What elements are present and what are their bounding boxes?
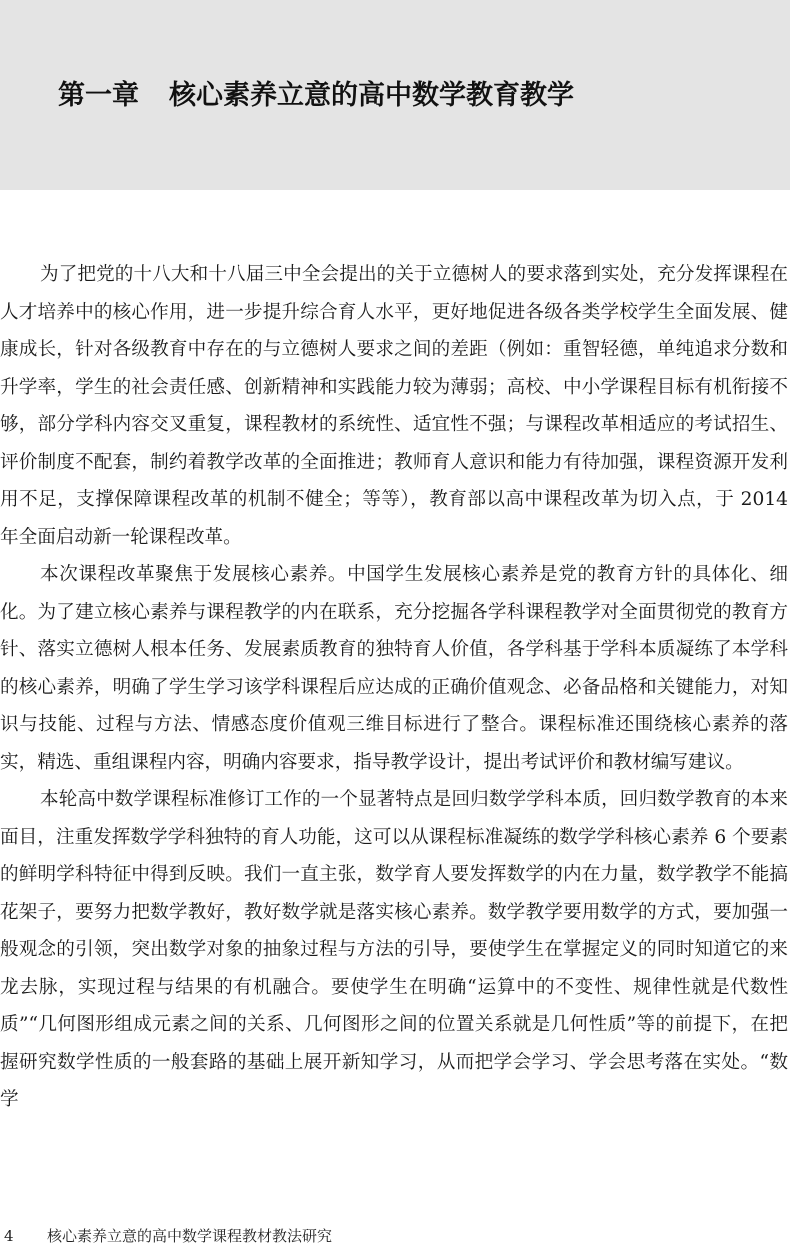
chapter-title <box>58 76 574 116</box>
chapter-label: 第一章 <box>58 80 139 111</box>
page-number: 4 <box>4 1227 14 1245</box>
paragraph-3: 本轮高中数学课程标准修订工作的一个显著特点是回归数学学科本质，回归数学教育的本来面目，注重发挥数学学科独特的育人功能，这可以从课程标准凝练的数学学科核心素养 6 个要素的鲜明学科特征中得到反映。我们一直主张，数学育人要发挥数学的内在力量，数学教学不能搞花架子，要努力把数学教好，教好数学就是落实核心素养。数学教学要用数学的方式，要加强一般观念的引领，突出数学对象的抽象过程与方法的引导，要使学生在掌握定义的同时知道它的来龙去脉，实现过程与结果的有机融合。要使学生在明确“运算中的不变性、规律性就是代数性质”“几何图形组成元素之间的关系、几何图形之间的位置关系就是几何性质”等的前提下，在把握研究数学性质的一般套路的基础上展开新知学习，从而把学会学习、学会思考落在实处。“数学 <box>0 789 788 1110</box>
chapter-header-band <box>0 0 790 190</box>
chapter-title-text: 核心素养立意的高中数学教育教学 <box>169 80 574 111</box>
chapter-body <box>0 256 790 1119</box>
running-title: 核心素养立意的高中数学课程教材教法研究 <box>47 1227 333 1245</box>
paragraph-2: 本次课程改革聚焦于发展核心素养。中国学生发展核心素养是党的教育方针的具体化、细化。为了建立核心素养与课程教学的内在联系，充分挖掘各学科课程教学对全面贯彻党的教育方针、落实立德树人根本任务、发展素质教育的独特育人价值，各学科基于学科本质凝练了本学科的核心素养，明确了学生学习该学科课程后应达成的正确价值观念、必备品格和关键能力，对知识与技能、过程与方法、情感态度价值观三维目标进行了整合。课程标准还围绕核心素养的落实，精选、重组课程内容，明确内容要求，指导教学设计，提出考试评价和教材编写建议。 <box>0 564 788 773</box>
paragraph-1: 为了把党的十八大和十八届三中全会提出的关于立德树人的要求落到实处，充分发挥课程在人才培养中的核心作用，进一步提升综合育人水平，更好地促进各级各类学校学生全面发展、健康成长，针对各级教育中存在的与立德树人要求之间的差距（例如：重智轻德，单纯追求分数和升学率，学生的社会责任感、创新精神和实践能力较为薄弱；高校、中小学课程目标有机衔接不够，部分学科内容交叉重复，课程教材的系统性、适宜性不强；与课程改革相适应的考试招生、评价制度不配套，制约着教学改革的全面推进；教师育人意识和能力有待加强，课程资源开发利用不足，支撑保障课程改革的机制不健全；等等），教育部以高中课程改革为切入点，于 2014 年全面启动新一轮课程改革。 <box>0 264 788 548</box>
page-footer <box>0 1224 790 1248</box>
